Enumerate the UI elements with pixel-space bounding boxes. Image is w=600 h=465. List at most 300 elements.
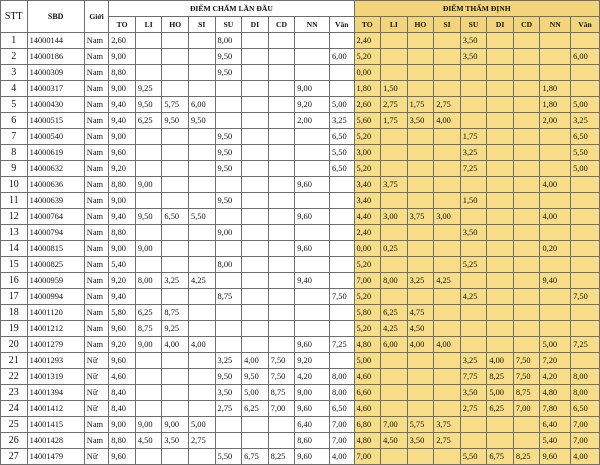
header-first-subject: HO — [162, 17, 189, 33]
score-first: 2,75 — [188, 433, 215, 449]
score-first — [242, 273, 269, 289]
score-first — [215, 273, 242, 289]
score-review — [381, 449, 408, 465]
score-first: 8,00 — [135, 273, 162, 289]
score-first — [242, 49, 269, 65]
score-review — [434, 33, 461, 49]
score-review — [487, 273, 514, 289]
score-first: 9,60 — [295, 177, 330, 193]
score-review — [571, 81, 600, 97]
score-review: 5,00 — [571, 161, 600, 177]
score-first — [162, 449, 189, 465]
score-review — [434, 369, 461, 385]
row-gioi: Nam — [84, 193, 109, 209]
score-review — [571, 321, 600, 337]
score-first — [135, 65, 162, 81]
score-review: 4,00 — [434, 337, 461, 353]
score-review: 7,75 — [460, 369, 487, 385]
score-review: 5,80 — [354, 305, 381, 321]
header-first-subject: Văn — [329, 17, 354, 33]
score-review — [434, 145, 461, 161]
score-first: 9,20 — [295, 353, 330, 369]
score-review: 5,75 — [407, 417, 434, 433]
row-gioi: Nam — [84, 241, 109, 257]
score-review — [571, 353, 600, 369]
score-review: 5,50 — [571, 145, 600, 161]
score-first — [215, 209, 242, 225]
score-review — [487, 65, 514, 81]
score-review — [407, 145, 434, 161]
score-first: 9,00 — [135, 241, 162, 257]
header-group-review: ĐIỂM THẨM ĐỊNH — [354, 1, 600, 17]
table-row — [1, 353, 600, 369]
score-first — [329, 241, 354, 257]
score-review — [513, 65, 540, 81]
row-sbd: 14000632 — [27, 161, 84, 177]
score-review: 4,50 — [407, 321, 434, 337]
score-review: 4,25 — [381, 321, 408, 337]
score-first — [242, 81, 269, 97]
score-review: 3,00 — [434, 209, 461, 225]
table-row — [1, 193, 600, 209]
table-row — [1, 273, 600, 289]
score-review — [513, 321, 540, 337]
score-review: 4,25 — [460, 289, 487, 305]
score-first: 6,00 — [329, 49, 354, 65]
score-first: 9,00 — [162, 417, 189, 433]
score-first — [329, 225, 354, 241]
row-gioi: Nam — [84, 33, 109, 49]
row-stt: 14 — [1, 241, 28, 257]
table-row — [1, 369, 600, 385]
score-first — [242, 177, 269, 193]
score-review: 7,00 — [381, 417, 408, 433]
table-row — [1, 65, 600, 81]
row-sbd: 14000794 — [27, 225, 84, 241]
score-review — [571, 209, 600, 225]
score-review — [407, 161, 434, 177]
score-review — [434, 65, 461, 81]
row-sbd: 14000619 — [27, 145, 84, 161]
score-first — [329, 257, 354, 273]
table-row — [1, 225, 600, 241]
header-review-subject: CD — [513, 17, 540, 33]
score-first: 8,40 — [109, 401, 136, 417]
score-review: 2,75 — [434, 433, 461, 449]
score-first: 6,50 — [329, 401, 354, 417]
score-first — [242, 241, 269, 257]
row-sbd: 14000317 — [27, 81, 84, 97]
table-row — [1, 49, 600, 65]
score-review: 5,25 — [460, 257, 487, 273]
score-review: 4,40 — [354, 209, 381, 225]
score-first — [215, 113, 242, 129]
score-review: 5,20 — [354, 257, 381, 273]
score-first: 8,40 — [109, 385, 136, 401]
score-review — [434, 353, 461, 369]
score-review: 1,50 — [381, 81, 408, 97]
score-review: 4,00 — [540, 209, 571, 225]
score-first: 3,25 — [162, 273, 189, 289]
score-review: 2,60 — [354, 97, 381, 113]
score-review — [540, 129, 571, 145]
score-review — [487, 289, 514, 305]
row-stt: 3 — [1, 65, 28, 81]
header-review-subject: TO — [354, 17, 381, 33]
score-first — [188, 401, 215, 417]
score-review — [434, 385, 461, 401]
score-review — [434, 289, 461, 305]
score-review — [487, 209, 514, 225]
row-stt: 23 — [1, 385, 28, 401]
score-first — [242, 417, 269, 433]
score-review — [487, 337, 514, 353]
score-review — [460, 177, 487, 193]
row-gioi: Nữ — [84, 449, 109, 465]
score-review: 1,80 — [540, 97, 571, 113]
score-first — [188, 145, 215, 161]
score-review: 5,20 — [354, 289, 381, 305]
score-first — [242, 145, 269, 161]
row-sbd: 14001293 — [27, 353, 84, 369]
score-review: 1,75 — [381, 113, 408, 129]
score-first: 9,00 — [295, 385, 330, 401]
score-first — [268, 161, 295, 177]
score-first: 9,00 — [215, 225, 242, 241]
score-review — [407, 385, 434, 401]
score-first: 5,50 — [188, 209, 215, 225]
score-first — [242, 129, 269, 145]
score-review: 7,00 — [354, 273, 381, 289]
score-first: 9,00 — [135, 177, 162, 193]
score-review — [460, 321, 487, 337]
row-gioi: Nam — [84, 321, 109, 337]
score-review: 3,25 — [460, 353, 487, 369]
score-review — [487, 417, 514, 433]
score-review — [487, 193, 514, 209]
score-first: 4,00 — [329, 449, 354, 465]
score-first: 8,80 — [109, 177, 136, 193]
score-first — [162, 129, 189, 145]
score-review — [434, 193, 461, 209]
score-first — [295, 49, 330, 65]
score-first — [329, 65, 354, 81]
score-first — [268, 305, 295, 321]
table-row — [1, 113, 600, 129]
score-first — [215, 337, 242, 353]
score-review — [487, 97, 514, 113]
score-first: 8,00 — [329, 369, 354, 385]
score-first: 9,50 — [162, 113, 189, 129]
table-row — [1, 177, 600, 193]
score-review: 4,75 — [407, 305, 434, 321]
score-review: 6,25 — [381, 305, 408, 321]
score-review: 8,00 — [381, 273, 408, 289]
score-first — [135, 401, 162, 417]
score-review: 3,75 — [381, 177, 408, 193]
score-review — [434, 177, 461, 193]
score-review: 7,25 — [571, 337, 600, 353]
score-first — [162, 369, 189, 385]
score-first: 5,00 — [242, 385, 269, 401]
row-stt: 26 — [1, 433, 28, 449]
score-review — [407, 369, 434, 385]
score-review — [571, 33, 600, 49]
score-first: 6,50 — [329, 161, 354, 177]
score-review: 4,00 — [407, 337, 434, 353]
score-review: 3,75 — [407, 209, 434, 225]
table-row — [1, 289, 600, 305]
score-review — [487, 129, 514, 145]
score-first — [135, 289, 162, 305]
table-row — [1, 129, 600, 145]
score-review — [571, 273, 600, 289]
score-first: 8,75 — [268, 385, 295, 401]
score-review — [571, 177, 600, 193]
score-first — [188, 65, 215, 81]
score-review — [381, 401, 408, 417]
score-first — [268, 65, 295, 81]
score-review — [460, 65, 487, 81]
row-sbd: 14001120 — [27, 305, 84, 321]
score-first: 9,25 — [135, 81, 162, 97]
header-review-subject: Văn — [571, 17, 600, 33]
row-gioi: Nam — [84, 129, 109, 145]
score-review — [513, 289, 540, 305]
score-review: 8,25 — [513, 449, 540, 465]
score-first — [188, 177, 215, 193]
score-first — [329, 81, 354, 97]
score-review — [513, 97, 540, 113]
score-first: 8,75 — [135, 321, 162, 337]
score-first — [242, 209, 269, 225]
row-stt: 18 — [1, 305, 28, 321]
score-first: 5,40 — [109, 257, 136, 273]
score-review — [434, 161, 461, 177]
header-review-subject: SU — [460, 17, 487, 33]
score-first — [162, 33, 189, 49]
row-sbd: 14001428 — [27, 433, 84, 449]
score-review — [513, 209, 540, 225]
score-first — [188, 129, 215, 145]
row-gioi: Nam — [84, 65, 109, 81]
score-review: 4,00 — [434, 113, 461, 129]
score-first: 9,60 — [295, 449, 330, 465]
row-stt: 7 — [1, 129, 28, 145]
score-review — [381, 129, 408, 145]
score-first — [268, 321, 295, 337]
score-first: 3,25 — [329, 113, 354, 129]
score-review: 4,60 — [354, 369, 381, 385]
score-first: 5,00 — [188, 417, 215, 433]
row-gioi: Nam — [84, 177, 109, 193]
score-first — [268, 33, 295, 49]
header-row-top — [1, 1, 600, 17]
score-first: 4,60 — [109, 369, 136, 385]
score-review: 2,75 — [434, 97, 461, 113]
header-first-subject: NN — [295, 17, 330, 33]
score-review — [513, 225, 540, 241]
score-first — [135, 49, 162, 65]
score-first: 8,75 — [162, 305, 189, 321]
score-review: 4,50 — [381, 433, 408, 449]
score-first — [162, 353, 189, 369]
score-review — [381, 225, 408, 241]
score-review — [540, 225, 571, 241]
row-gioi: Nam — [84, 145, 109, 161]
score-review: 6,50 — [571, 401, 600, 417]
score-first — [162, 289, 189, 305]
score-first: 9,60 — [109, 145, 136, 161]
score-first — [268, 193, 295, 209]
row-sbd: 14000764 — [27, 209, 84, 225]
score-review — [487, 161, 514, 177]
row-gioi: Nam — [84, 433, 109, 449]
score-first: 6,25 — [135, 305, 162, 321]
score-review — [513, 113, 540, 129]
score-first: 8,80 — [109, 225, 136, 241]
score-review: 3,25 — [571, 113, 600, 129]
score-review: 6,25 — [487, 401, 514, 417]
score-review — [460, 97, 487, 113]
score-first: 9,50 — [242, 369, 269, 385]
score-first — [268, 433, 295, 449]
table-row — [1, 337, 600, 353]
score-review: 0,20 — [540, 241, 571, 257]
score-first: 9,20 — [295, 97, 330, 113]
score-first — [242, 33, 269, 49]
score-first: 9,40 — [109, 113, 136, 129]
score-review — [434, 257, 461, 273]
score-review — [513, 193, 540, 209]
score-first — [268, 289, 295, 305]
score-review: 2,75 — [460, 401, 487, 417]
score-review: 9,40 — [540, 273, 571, 289]
score-review: 4,20 — [540, 369, 571, 385]
score-first: 9,00 — [109, 129, 136, 145]
score-first: 9,40 — [109, 209, 136, 225]
row-sbd: 14000309 — [27, 65, 84, 81]
score-first: 9,50 — [215, 129, 242, 145]
score-first: 7,50 — [268, 353, 295, 369]
score-first — [295, 145, 330, 161]
score-review — [513, 161, 540, 177]
score-first: 9,60 — [295, 337, 330, 353]
score-review: 0,00 — [354, 241, 381, 257]
score-review — [487, 81, 514, 97]
table-row — [1, 449, 600, 465]
score-first — [268, 177, 295, 193]
score-review — [571, 225, 600, 241]
score-review — [407, 225, 434, 241]
row-stt: 10 — [1, 177, 28, 193]
score-first: 9,40 — [109, 289, 136, 305]
score-first — [268, 113, 295, 129]
score-first: 8,75 — [215, 289, 242, 305]
row-sbd: 14000144 — [27, 33, 84, 49]
row-sbd: 14000639 — [27, 193, 84, 209]
row-sbd: 14001279 — [27, 337, 84, 353]
score-first — [295, 161, 330, 177]
score-first — [135, 353, 162, 369]
score-first — [242, 193, 269, 209]
score-first: 3,25 — [215, 353, 242, 369]
score-review — [487, 49, 514, 65]
header-first-subject: DI — [242, 17, 269, 33]
score-first — [329, 321, 354, 337]
score-review: 5,60 — [354, 113, 381, 129]
row-stt: 13 — [1, 225, 28, 241]
table-row — [1, 241, 600, 257]
score-review: 6,40 — [540, 417, 571, 433]
score-first: 9,00 — [295, 81, 330, 97]
score-first — [242, 337, 269, 353]
score-first — [215, 97, 242, 113]
score-first: 8,00 — [215, 257, 242, 273]
score-review: 5,20 — [354, 129, 381, 145]
score-review: 5,50 — [460, 449, 487, 465]
score-first — [268, 129, 295, 145]
score-first — [295, 33, 330, 49]
score-first: 9,60 — [295, 241, 330, 257]
score-first: 5,50 — [329, 145, 354, 161]
score-first: 7,00 — [329, 417, 354, 433]
score-review — [460, 305, 487, 321]
score-review: 4,25 — [434, 273, 461, 289]
score-first — [242, 97, 269, 113]
score-review — [434, 49, 461, 65]
score-first: 4,20 — [295, 369, 330, 385]
row-stt: 19 — [1, 321, 28, 337]
score-first: 2,00 — [295, 113, 330, 129]
score-first — [188, 449, 215, 465]
score-review — [513, 305, 540, 321]
row-gioi: Nam — [84, 417, 109, 433]
row-sbd: 14001212 — [27, 321, 84, 337]
row-stt: 15 — [1, 257, 28, 273]
score-review: 8,00 — [571, 369, 600, 385]
score-first — [329, 33, 354, 49]
score-review — [434, 305, 461, 321]
score-review — [407, 257, 434, 273]
score-first — [268, 225, 295, 241]
score-first: 9,20 — [109, 161, 136, 177]
score-review — [487, 177, 514, 193]
header-review-subject: HO — [407, 17, 434, 33]
score-review: 8,00 — [571, 385, 600, 401]
row-sbd: 14001394 — [27, 385, 84, 401]
score-first: 4,00 — [188, 337, 215, 353]
header-review-subject: DI — [487, 17, 514, 33]
score-first — [135, 129, 162, 145]
score-first — [188, 161, 215, 177]
row-sbd: 14000186 — [27, 49, 84, 65]
score-first — [242, 257, 269, 273]
header-sbd: SBD — [27, 1, 84, 33]
row-stt: 1 — [1, 33, 28, 49]
score-first — [188, 257, 215, 273]
header-stt: STT — [1, 1, 28, 33]
score-review — [381, 33, 408, 49]
score-first — [135, 161, 162, 177]
score-review: 7,80 — [540, 401, 571, 417]
score-review — [571, 305, 600, 321]
score-review: 5,00 — [487, 385, 514, 401]
score-first — [268, 273, 295, 289]
score-review — [540, 65, 571, 81]
row-sbd: 14001479 — [27, 449, 84, 465]
score-review: 8,25 — [487, 369, 514, 385]
